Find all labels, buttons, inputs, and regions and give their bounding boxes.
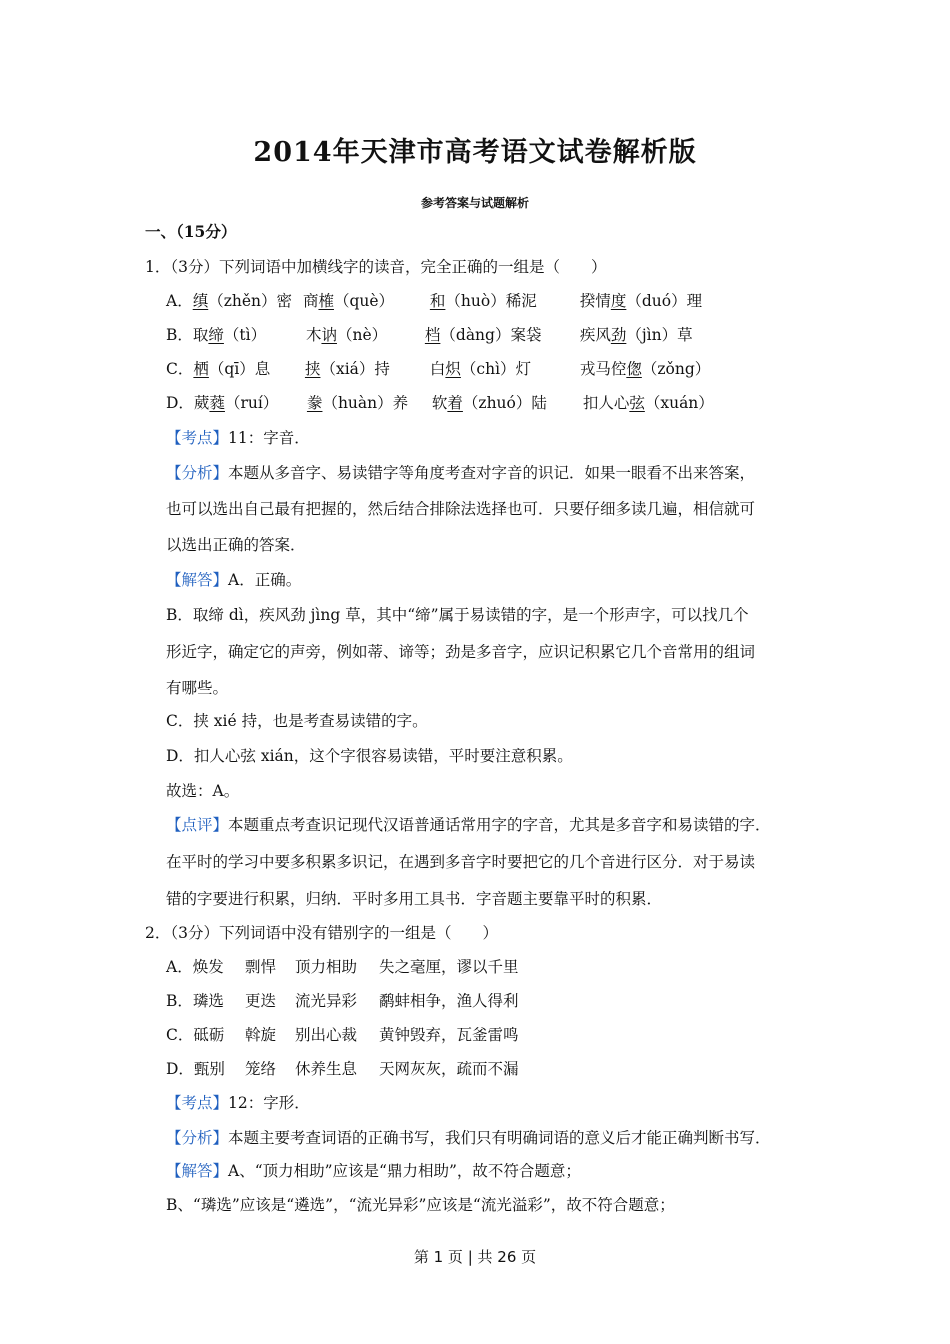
section-heading: 一、（15分） xyxy=(145,222,237,241)
jieda-tag: 【解答】 xyxy=(166,571,229,589)
q1-jieda-line5: C．挟 xié 持，也是考查易读错的字。 xyxy=(166,712,428,730)
q1-b-word-3: 档（dàng）案袋 xyxy=(424,326,542,344)
q2-jieda-line2: B、“璘选”应该是“遴选”，“流光异彩”应该是“流光溢彩”，故不符合题意； xyxy=(166,1196,675,1214)
q1-d-word-2: 豢（huàn）养 xyxy=(306,394,409,412)
q1-option-a xyxy=(166,291,702,311)
q1-dianping: 【点评】本题重点考查识记现代汉语普通话常用字的字音，尤其是多音字和易读错的字． xyxy=(166,816,771,834)
q1-c-word-4: 戎马倥偬（zǒng） xyxy=(579,360,711,378)
q1-fenxi-line3: 以选出正确的答案． xyxy=(166,536,306,554)
q1-jieda-line2: B．取缔 dì，疾风劲 jìng 草，其中“缔”属于易读错的字，是一个形声字，可以找几个 xyxy=(166,606,749,624)
kaodian-tag: 【考点】 xyxy=(166,429,229,447)
q1-b-word-1: B．取缔（tì） xyxy=(166,326,267,344)
q1-stem: 1．（3分）下列词语中加横线字的读音，完全正确的一组是（ ） xyxy=(145,258,607,276)
q2-stem: 2．（3分）下列词语中没有错别字的一组是（ ） xyxy=(145,924,498,942)
fenxi-tag: 【分析】 xyxy=(166,1129,229,1147)
q1-jieda-line4: 有哪些。 xyxy=(166,679,229,697)
q1-b-word-4: 疾风劲（jìn）草 xyxy=(579,326,693,344)
page-footer: 第 1 页 | 共 26 页 xyxy=(413,1248,537,1266)
q1-c-word-3: 白炽（chì）灯 xyxy=(429,360,532,378)
q1-d-word-4: 扣人心弦（xuán） xyxy=(582,394,714,412)
q1-jieda: 【解答】A．正确。 xyxy=(166,571,302,589)
q2-jieda: 【解答】A、“顶力相助”应该是“鼎力相助”，故不符合题意； xyxy=(166,1162,581,1180)
q1-a-word-1: A．缜（zhěn）密 xyxy=(166,292,293,310)
q1-b-word-2: 木讷（nè） xyxy=(305,326,388,344)
q1-a-word-2: 商榷（què） xyxy=(302,292,395,310)
q1-a-word-3: 和（huò）稀泥 xyxy=(429,292,537,310)
fenxi-tag: 【分析】 xyxy=(166,464,229,482)
q1-jieda-line3: 形近字，确定它的声旁，例如蒂、谛等；劲是多音字，应识记积累它几个音常用的组词 xyxy=(166,643,756,661)
q1-option-c xyxy=(166,359,710,379)
kaodian-tag: 【考点】 xyxy=(166,1094,229,1112)
q1-fenxi: 【分析】本题从多音字、易读错字等角度考查对字音的识记．如果一眼看不出来答案， xyxy=(166,464,756,482)
q2-option-d: D．甄别 笼络 休养生息 天网灰灰，疏而不漏 xyxy=(166,1060,519,1078)
jieda-tag: 【解答】 xyxy=(166,1162,229,1180)
q1-d-word-3: 软着（zhuó）陆 xyxy=(431,394,547,412)
q1-jieda-line7: 故选：A。 xyxy=(166,782,240,800)
q1-fenxi-line2: 也可以选出自己最有把握的，然后结合排除法选择也可．只要仔细多读几遍，相信就可 xyxy=(166,500,756,518)
q2-option-a: A．焕发 剽悍 顶力相助 失之毫厘，谬以千里 xyxy=(166,958,519,976)
q1-dianping-line2: 在平时的学习中要多积累多识记，在遇到多音字时要把它的几个音进行区分．对于易读 xyxy=(166,853,756,871)
q2-kaodian: 【考点】12：字形． xyxy=(166,1094,310,1112)
q1-d-word-1: D．葳蕤（ruí） xyxy=(166,394,279,412)
q2-fenxi: 【分析】本题主要考查词语的正确书写，我们只有明确词语的意义后才能正确判断书写． xyxy=(166,1129,771,1147)
dianping-tag: 【点评】 xyxy=(166,816,229,834)
q1-a-word-4: 揆情度（duó）理 xyxy=(579,292,703,310)
q2-option-b: B．璘选 更迭 流光异彩 鹬蚌相争，渔人得利 xyxy=(166,992,519,1010)
q1-jieda-line6: D．扣人心弦 xián，这个字很容易读错，平时要注意积累。 xyxy=(166,747,573,765)
q1-option-b xyxy=(166,325,693,345)
q1-option-d xyxy=(166,393,714,413)
page-subtitle: 参考答案与试题解析 xyxy=(420,196,529,210)
q2-option-c: C．砥砺 斡旋 别出心裁 黄钟毁弃，瓦釜雷鸣 xyxy=(166,1026,519,1044)
q1-c-word-2: 挟（xiá）持 xyxy=(304,360,390,378)
q1-kaodian: 【考点】11：字音． xyxy=(166,429,310,447)
q1-dianping-line3: 错的字要进行积累，归纳．平时多用工具书．字音题主要靠平时的积累． xyxy=(166,890,663,908)
q1-c-word-1: C．栖（qī）息 xyxy=(166,360,271,378)
page-title: 2014年天津市高考语文试卷解析版 xyxy=(253,137,697,168)
